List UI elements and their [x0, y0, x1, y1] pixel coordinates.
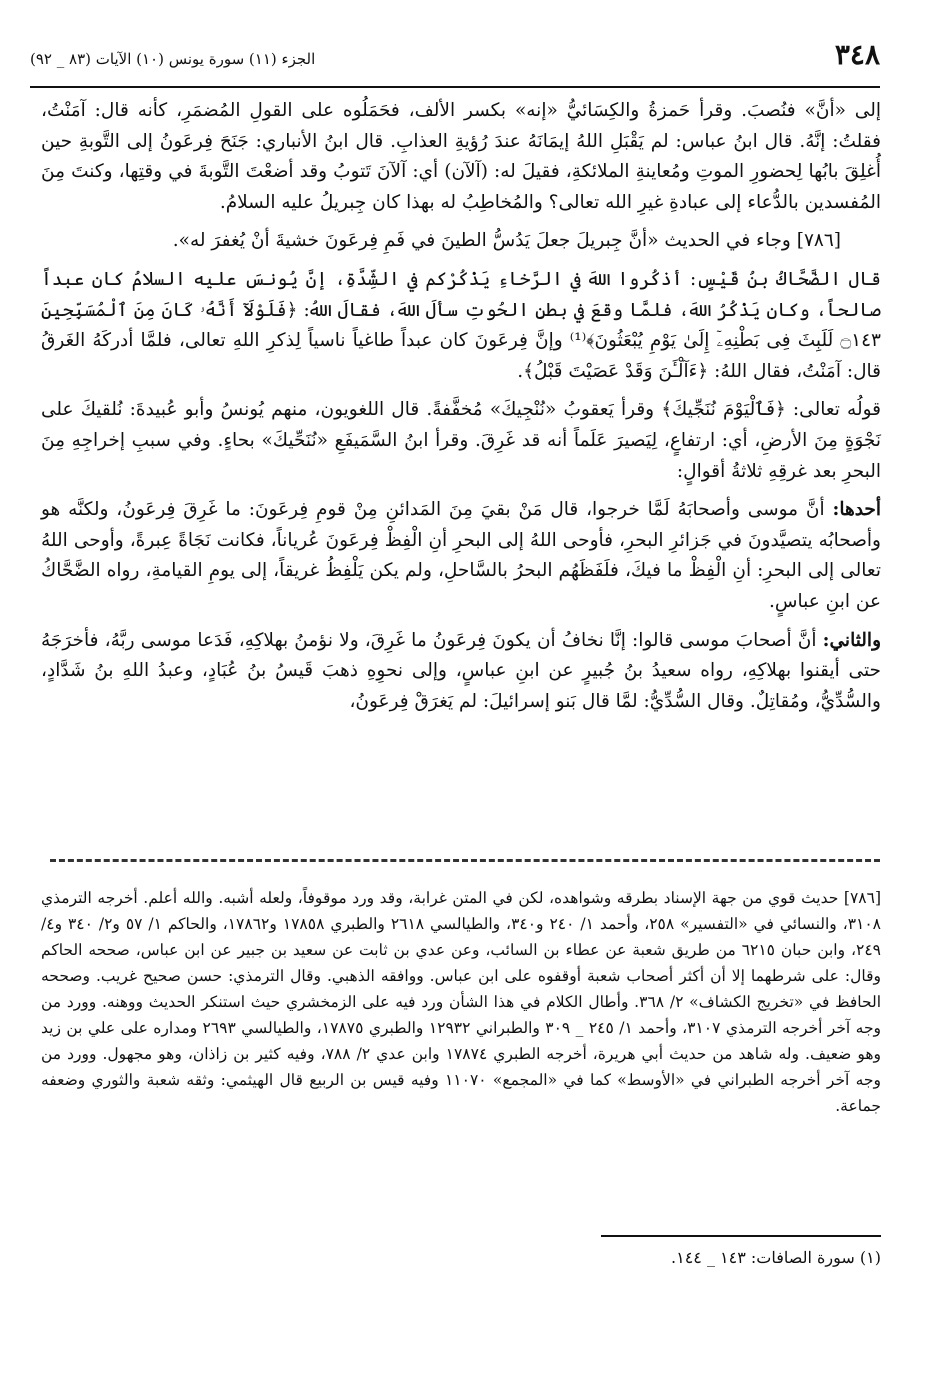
second-saying-label: والثاني:	[822, 629, 881, 651]
footnote-rule	[601, 1235, 881, 1237]
paragraph: قال الضَّحَّاكُ بنُ قَيْسٍ: أذكُروا اللهَ في الرَّخاءِ يَذْكُرْكم في الشِّدَّةِ، إنَّ يُونسَ عليه السلامُ كان عبداً صالحاً، وكان يَذْكُرُ اللهَ، فلمَّا وقعَ في بطنِ الحُوتِ سألَ اللهَ، فقالَ اللهُ: ﴿فَلَوْلَآ أَنَّهُۥ كَانَ مِنَ ٱلْمُسَبِّحِينَ ۝١٤٣ لَلَبِثَ فِى بَطْنِهِۦٓ إِلَىٰ يَوْمِ يُبْعَثُونَ﴾⁽¹⁾ وإنَّ فِرعَونَ كان عبداً طاغياً ناسياً لِذكرِ اللهِ تعالى، فلمَّا أدركَهُ الغَرقُ قال: آمَنْتُ، فقال اللهُ: ﴿ءَآلْـَٔنَ وَقَدْ عَصَيْتَ قَبْلُ﴾.	[41, 268, 881, 382]
header-rule	[30, 86, 880, 88]
footnote-1: (١) سورة الصافات: ١٤٣ _ ١٤٤.	[671, 1248, 881, 1267]
first-saying-label: أحدها:	[832, 499, 882, 521]
main-text	[41, 96, 881, 725]
page-number: ٣٤٨	[834, 38, 880, 71]
paragraph-first-saying	[41, 495, 881, 617]
notes-separator	[50, 859, 880, 862]
takhrij-notes	[41, 885, 881, 1119]
first-saying-text: أنَّ موسى وأصحابَهُ لَمَّا خرجوا، قال مَنْ بقيَ مِنَ المَدائنِ مِنْ قومِ فِرعَونَ: ما غَرِقَ فِرعَونُ، ولكنَّه هو وأصحابُه يتصيَّدونَ في جَزائرِ البحرِ، فأوحى اللهُ إلى البحرِ أنِ الْفِظْ فِرعَونَ عُرياناً، فكانت نَجَاةً عِبرةً، وأوحى اللهُ تعالى إلى البحرِ: أنِ الْفِظْ ما فيكَ، فلَفَظَهُم البحرُ بالسَّاحلِ، ولم يكن يَلْفِظُ غريقاً، إلى يومِ القيامةِ، رواه الضَّحَّاكُ عن ابنِ عباسٍ.	[41, 499, 881, 612]
page-header	[30, 38, 880, 78]
second-saying-text: أنَّ أصحابَ موسى قالوا: إنَّا نخافُ أن يكونَ فِرعَونُ ما غَرِقَ، ولا نؤمنُ بهلاكِهِ، فَدَعا موسى ربَّهُ، فأخرَجَهُ حتى أيقنوا بهلاكِهِ، رواه سعيدُ بنُ جُبيرٍ عن ابنِ عباسٍ، وإلى نحوِهِ ذهبَ قَيسُ بنُ عُبَادٍ، وعبدُ اللهِ بنُ شَدَّادٍ، والسُّدِّيُّ، ومُقاتِلٌ. وقال السُّدِّيُّ: لمَّا قال بَنو إسرائيلَ: لم يَغرَقْ فِرعَونُ،	[41, 629, 881, 712]
running-title: الجزء (١١) سورة يونس (١٠) الآيات (٨٣ _ ٩٢)	[30, 50, 316, 68]
paragraph-second-saying	[41, 626, 881, 718]
note-786: [٧٨٦] حديث قوي من جهة الإسناد بطرقه وشواهده، لكن في المتن غرابة، وقد ورد موقوفاً، ولعله أشبه. والله أعلم. أخرجه الترمذي ٣١٠٨، والنسائي في «التفسير» ٢٥٨، وأحمد ١/ ٢٤٠ و٣٤٠، والطيالسي ٢٦١٨ والطبري ١٧٨٥٨ و١٧٨٦٢، والحاكم ١/ ٥٧ و٢/ ٣٤٠ و٤/ ٢٤٩، وابن حبان ٦٢١٥ من طريق شعبة عن عطاء بن السائب، وعن عدي بن ثابت عن سعيد بن جبير عن ابن عباس، صححه الحاكم وقال: على شرطهما إلا أن أكثر أصحاب شعبة أوقفوه على ابن عباس. ووافقه الذهبي. وقال الترمذي: حسن صحيح غريب. وصححه الحافظ في «تخريج الكشاف» ٢/ ٣٦٨. وأطال الكلام في هذا الشأن ورد فيه على الزمخشري حيث استنكر الحديث ووهنه. وورد من وجه آخر أخرجه الترمذي ٣١٠٧، وأحمد ١/ ٢٤٥ _ ٣٠٩ والطبراني ١٢٩٣٢ والطبري ١٧٨٧٥، والطيالسي ٢٦٩٣ ومداره على علي بن زيد وهو ضعيف. وله شاهد من حديث أبي هريرة، أخرجه الطبري ١٧٨٧٤ وابن عدي ٢/ ٧٨٨، وفيه كثير بن زاذان، وهو مجهول. وورد من وجه آخر أخرجه الطبراني في «الأوسط» كما في «المجمع» ١١٠٧٠ وفيه قيس بن الربيع قال الهيثمي: وثقه شعبة والثوري وضعفه جماعة.	[41, 889, 882, 1115]
hadith-786: [٧٨٦] وجاء في الحديث «أنَّ جِبريلَ جعلَ يَدُسُّ الطينَ في فَمِ فِرعَونَ خشيةَ أنْ يُغفرَ له».	[172, 230, 841, 252]
paragraph: إلى «أنَّ» فنُصبَ. وقرأ حَمزةُ والكِسَائيُّ «إنه» بكسر الألف، فحَمَلُوه على القولِ المُضمَرِ، كأنه قال: آمَنْتُ، فقلتُ: إنَّهُ. قال ابنُ عباس: لم يَقْبَلِ اللهُ إيمَانَهُ عندَ رُؤيةِ العذابِ. قال ابنُ الأنباري: جَنَحَ فِرعَونُ إلى التَّوبةِ حين أُغلِقَ بابُها لِحضورِ الموتِ ومُعاينةِ الملائكةِ، فقيلَ له: (آلآن) أي: آلآنَ تَتوبُ وقد أضعْتَ التَّوبةَ في وقتِها، وكنتَ مِنَ المُفسدين بالدُّعاء إلى عبادةِ غيرِ الله تعالى؟ والمُخاطِبُ له بهذا كان جِبريلُ عليه السلامُ.	[41, 100, 881, 213]
paragraph: قولُه تعالى: ﴿فَٱلْيَوْمَ نُنَجِّيكَ﴾ وقرأ يَعقوبُ «نُنْجِيكَ» مُخفَّفةً. قال اللغويون، منهم يُونسُ وأبو عُبيدةَ: نُلقيكَ على نَجْوَةٍ مِنَ الأرضِ، أي: ارتفاعٍ، لِيَصيرَ عَلَماً أنه قد غَرِقَ. وقرأ ابنُ السَّمَيفَعِ «نُنَحِّيكَ» بحاءٍ. وفي سببِ إخراجِهِ مِنَ البحرِ بعد غرقِهِ ثلاثةُ أقوالٍ:	[41, 399, 881, 482]
